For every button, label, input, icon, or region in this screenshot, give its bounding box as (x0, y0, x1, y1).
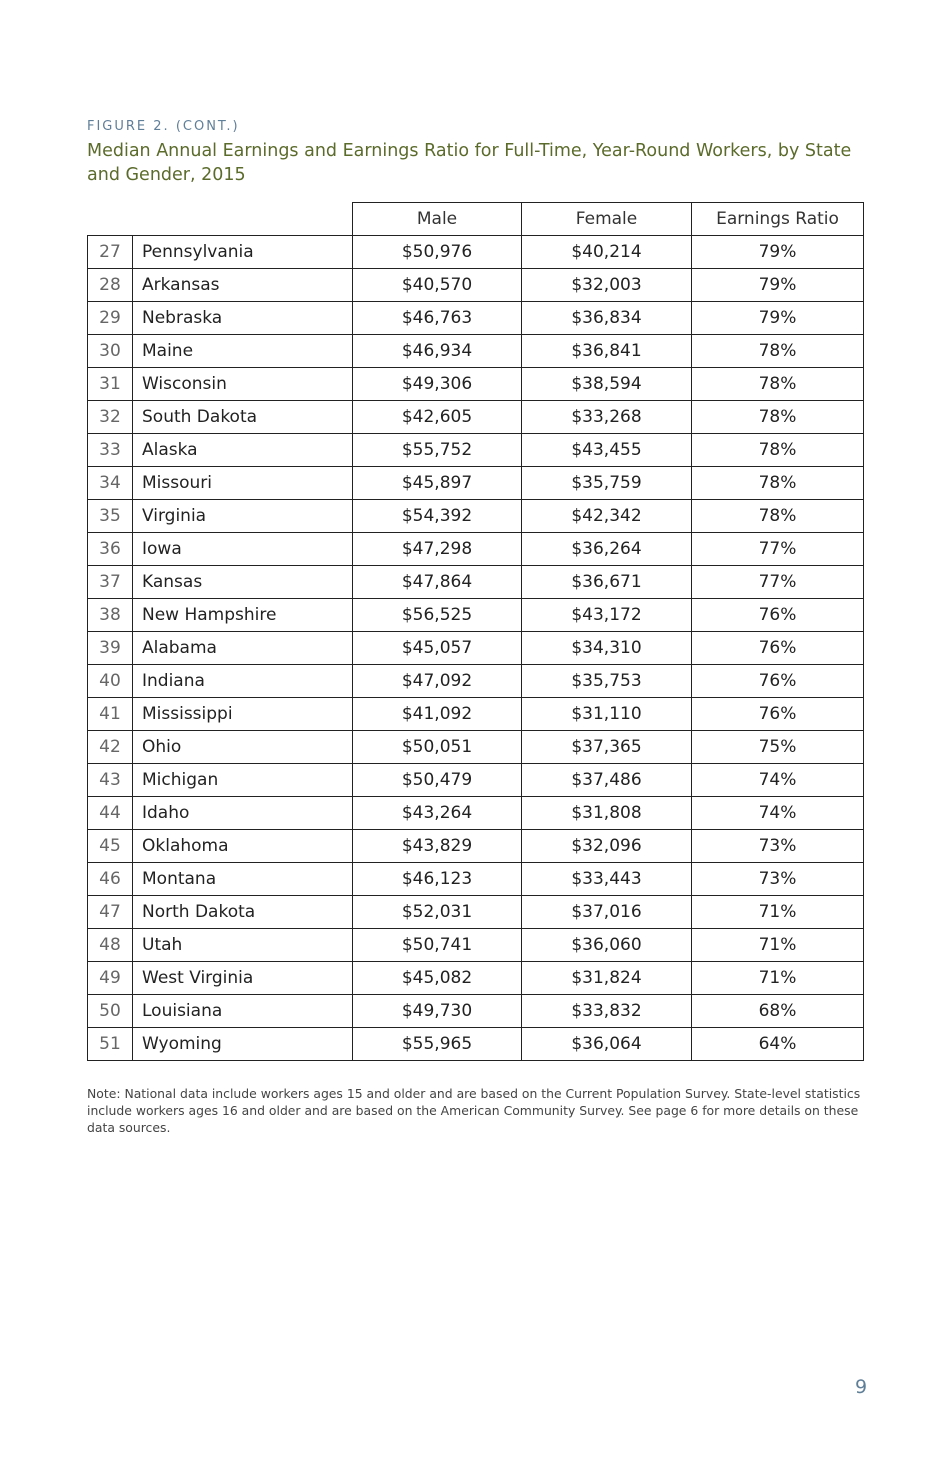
male-earnings-cell: $50,976 (353, 236, 522, 269)
female-earnings-cell: $36,264 (522, 533, 692, 566)
male-earnings-cell: $47,864 (353, 566, 522, 599)
male-earnings-cell: $56,525 (353, 599, 522, 632)
rank-cell: 43 (88, 764, 133, 797)
table-row (88, 302, 864, 335)
female-earnings-cell: $31,110 (522, 698, 692, 731)
female-earnings-cell: $40,214 (522, 236, 692, 269)
rank-cell: 49 (88, 962, 133, 995)
table-row (88, 335, 864, 368)
earnings-ratio-cell: 79% (692, 302, 864, 335)
rank-cell: 32 (88, 401, 133, 434)
female-earnings-cell: $36,841 (522, 335, 692, 368)
earnings-ratio-cell: 78% (692, 401, 864, 434)
earnings-ratio-cell: 73% (692, 830, 864, 863)
table-row (88, 269, 864, 302)
rank-cell: 40 (88, 665, 133, 698)
male-earnings-cell: $42,605 (353, 401, 522, 434)
table-row (88, 599, 864, 632)
female-earnings-cell: $33,832 (522, 995, 692, 1028)
female-earnings-cell: $42,342 (522, 500, 692, 533)
state-cell: Oklahoma (133, 830, 353, 863)
male-earnings-cell: $43,264 (353, 797, 522, 830)
male-earnings-cell: $49,306 (353, 368, 522, 401)
state-cell: Indiana (133, 665, 353, 698)
table-row (88, 896, 864, 929)
male-earnings-cell: $55,752 (353, 434, 522, 467)
rank-cell: 30 (88, 335, 133, 368)
table-row (88, 797, 864, 830)
table-row (88, 368, 864, 401)
column-header-female: Female (522, 203, 692, 236)
table-row (88, 533, 864, 566)
earnings-ratio-cell: 76% (692, 698, 864, 731)
figure-label: FIGURE 2. (CONT.) (87, 119, 240, 134)
male-earnings-cell: $47,092 (353, 665, 522, 698)
rank-cell: 29 (88, 302, 133, 335)
rank-cell: 35 (88, 500, 133, 533)
earnings-ratio-cell: 79% (692, 269, 864, 302)
female-earnings-cell: $33,268 (522, 401, 692, 434)
female-earnings-cell: $43,455 (522, 434, 692, 467)
state-cell: Kansas (133, 566, 353, 599)
male-earnings-cell: $47,298 (353, 533, 522, 566)
earnings-table (87, 202, 864, 1061)
column-header-male: Male (353, 203, 522, 236)
state-cell: Arkansas (133, 269, 353, 302)
table-row (88, 698, 864, 731)
female-earnings-cell: $31,824 (522, 962, 692, 995)
table-row (88, 434, 864, 467)
rank-cell: 27 (88, 236, 133, 269)
female-earnings-cell: $35,753 (522, 665, 692, 698)
earnings-ratio-cell: 68% (692, 995, 864, 1028)
female-earnings-cell: $33,443 (522, 863, 692, 896)
state-cell: Maine (133, 335, 353, 368)
earnings-ratio-cell: 74% (692, 797, 864, 830)
rank-cell: 41 (88, 698, 133, 731)
earnings-ratio-cell: 75% (692, 731, 864, 764)
state-cell: Utah (133, 929, 353, 962)
page-number: 9 (855, 1376, 868, 1398)
table-row (88, 632, 864, 665)
rank-cell: 50 (88, 995, 133, 1028)
table-row (88, 962, 864, 995)
earnings-ratio-cell: 77% (692, 533, 864, 566)
table-row (88, 467, 864, 500)
female-earnings-cell: $36,671 (522, 566, 692, 599)
state-cell: Wyoming (133, 1028, 353, 1061)
table-note: Note: National data include workers ages 15 and older and are based on the Current Population Survey. State-level statistics include workers ages 16 and older and are based on the American Community Survey. See page 6 for more details on these data sources. (87, 1086, 861, 1135)
rank-cell: 44 (88, 797, 133, 830)
earnings-ratio-cell: 79% (692, 236, 864, 269)
figure-title: Median Annual Earnings and Earnings Ratio for Full-Time, Year-Round Workers, by State and Gender, 2015 (87, 141, 852, 185)
rank-cell: 51 (88, 1028, 133, 1061)
column-header-earnings-ratio: Earnings Ratio (692, 203, 864, 236)
state-cell: Missouri (133, 467, 353, 500)
state-cell: Michigan (133, 764, 353, 797)
female-earnings-cell: $36,064 (522, 1028, 692, 1061)
female-earnings-cell: $37,486 (522, 764, 692, 797)
earnings-ratio-cell: 76% (692, 599, 864, 632)
female-earnings-cell: $37,016 (522, 896, 692, 929)
table-row (88, 236, 864, 269)
state-cell: West Virginia (133, 962, 353, 995)
male-earnings-cell: $46,763 (353, 302, 522, 335)
table-row (88, 1028, 864, 1061)
male-earnings-cell: $46,123 (353, 863, 522, 896)
rank-cell: 31 (88, 368, 133, 401)
earnings-ratio-cell: 78% (692, 500, 864, 533)
female-earnings-cell: $31,808 (522, 797, 692, 830)
table-row (88, 863, 864, 896)
earnings-ratio-cell: 71% (692, 962, 864, 995)
table-row (88, 830, 864, 863)
rank-cell: 45 (88, 830, 133, 863)
rank-cell: 46 (88, 863, 133, 896)
earnings-ratio-cell: 73% (692, 863, 864, 896)
state-cell: North Dakota (133, 896, 353, 929)
earnings-ratio-cell: 64% (692, 1028, 864, 1061)
male-earnings-cell: $45,897 (353, 467, 522, 500)
earnings-ratio-cell: 76% (692, 665, 864, 698)
state-cell: Mississippi (133, 698, 353, 731)
table-header-row (88, 203, 864, 236)
rank-cell: 28 (88, 269, 133, 302)
female-earnings-cell: $43,172 (522, 599, 692, 632)
state-cell: Wisconsin (133, 368, 353, 401)
female-earnings-cell: $37,365 (522, 731, 692, 764)
male-earnings-cell: $46,934 (353, 335, 522, 368)
male-earnings-cell: $45,082 (353, 962, 522, 995)
table-row (88, 566, 864, 599)
table-row (88, 929, 864, 962)
state-cell: Alabama (133, 632, 353, 665)
female-earnings-cell: $38,594 (522, 368, 692, 401)
table-body (88, 236, 864, 1061)
rank-cell: 42 (88, 731, 133, 764)
male-earnings-cell: $50,741 (353, 929, 522, 962)
state-cell: Iowa (133, 533, 353, 566)
earnings-ratio-cell: 74% (692, 764, 864, 797)
state-cell: Montana (133, 863, 353, 896)
state-cell: Alaska (133, 434, 353, 467)
rank-cell: 38 (88, 599, 133, 632)
table-row (88, 500, 864, 533)
female-earnings-cell: $32,096 (522, 830, 692, 863)
male-earnings-cell: $54,392 (353, 500, 522, 533)
female-earnings-cell: $32,003 (522, 269, 692, 302)
state-cell: Louisiana (133, 995, 353, 1028)
male-earnings-cell: $50,479 (353, 764, 522, 797)
earnings-ratio-cell: 76% (692, 632, 864, 665)
male-earnings-cell: $52,031 (353, 896, 522, 929)
earnings-ratio-cell: 78% (692, 434, 864, 467)
female-earnings-cell: $35,759 (522, 467, 692, 500)
state-cell: South Dakota (133, 401, 353, 434)
earnings-ratio-cell: 78% (692, 335, 864, 368)
earnings-ratio-cell: 71% (692, 929, 864, 962)
state-cell: New Hampshire (133, 599, 353, 632)
male-earnings-cell: $40,570 (353, 269, 522, 302)
male-earnings-cell: $49,730 (353, 995, 522, 1028)
earnings-ratio-cell: 77% (692, 566, 864, 599)
rank-cell: 48 (88, 929, 133, 962)
earnings-ratio-cell: 71% (692, 896, 864, 929)
table-row (88, 665, 864, 698)
male-earnings-cell: $50,051 (353, 731, 522, 764)
state-cell: Virginia (133, 500, 353, 533)
rank-cell: 37 (88, 566, 133, 599)
male-earnings-cell: $41,092 (353, 698, 522, 731)
female-earnings-cell: $34,310 (522, 632, 692, 665)
male-earnings-cell: $55,965 (353, 1028, 522, 1061)
male-earnings-cell: $43,829 (353, 830, 522, 863)
female-earnings-cell: $36,834 (522, 302, 692, 335)
state-cell: Nebraska (133, 302, 353, 335)
state-cell: Pennsylvania (133, 236, 353, 269)
table-row (88, 995, 864, 1028)
rank-cell: 33 (88, 434, 133, 467)
header-blank-cell (88, 203, 353, 236)
male-earnings-cell: $45,057 (353, 632, 522, 665)
rank-cell: 39 (88, 632, 133, 665)
table-row (88, 401, 864, 434)
female-earnings-cell: $36,060 (522, 929, 692, 962)
rank-cell: 36 (88, 533, 133, 566)
table-row (88, 731, 864, 764)
rank-cell: 47 (88, 896, 133, 929)
earnings-ratio-cell: 78% (692, 368, 864, 401)
table-row (88, 764, 864, 797)
earnings-ratio-cell: 78% (692, 467, 864, 500)
state-cell: Ohio (133, 731, 353, 764)
state-cell: Idaho (133, 797, 353, 830)
rank-cell: 34 (88, 467, 133, 500)
